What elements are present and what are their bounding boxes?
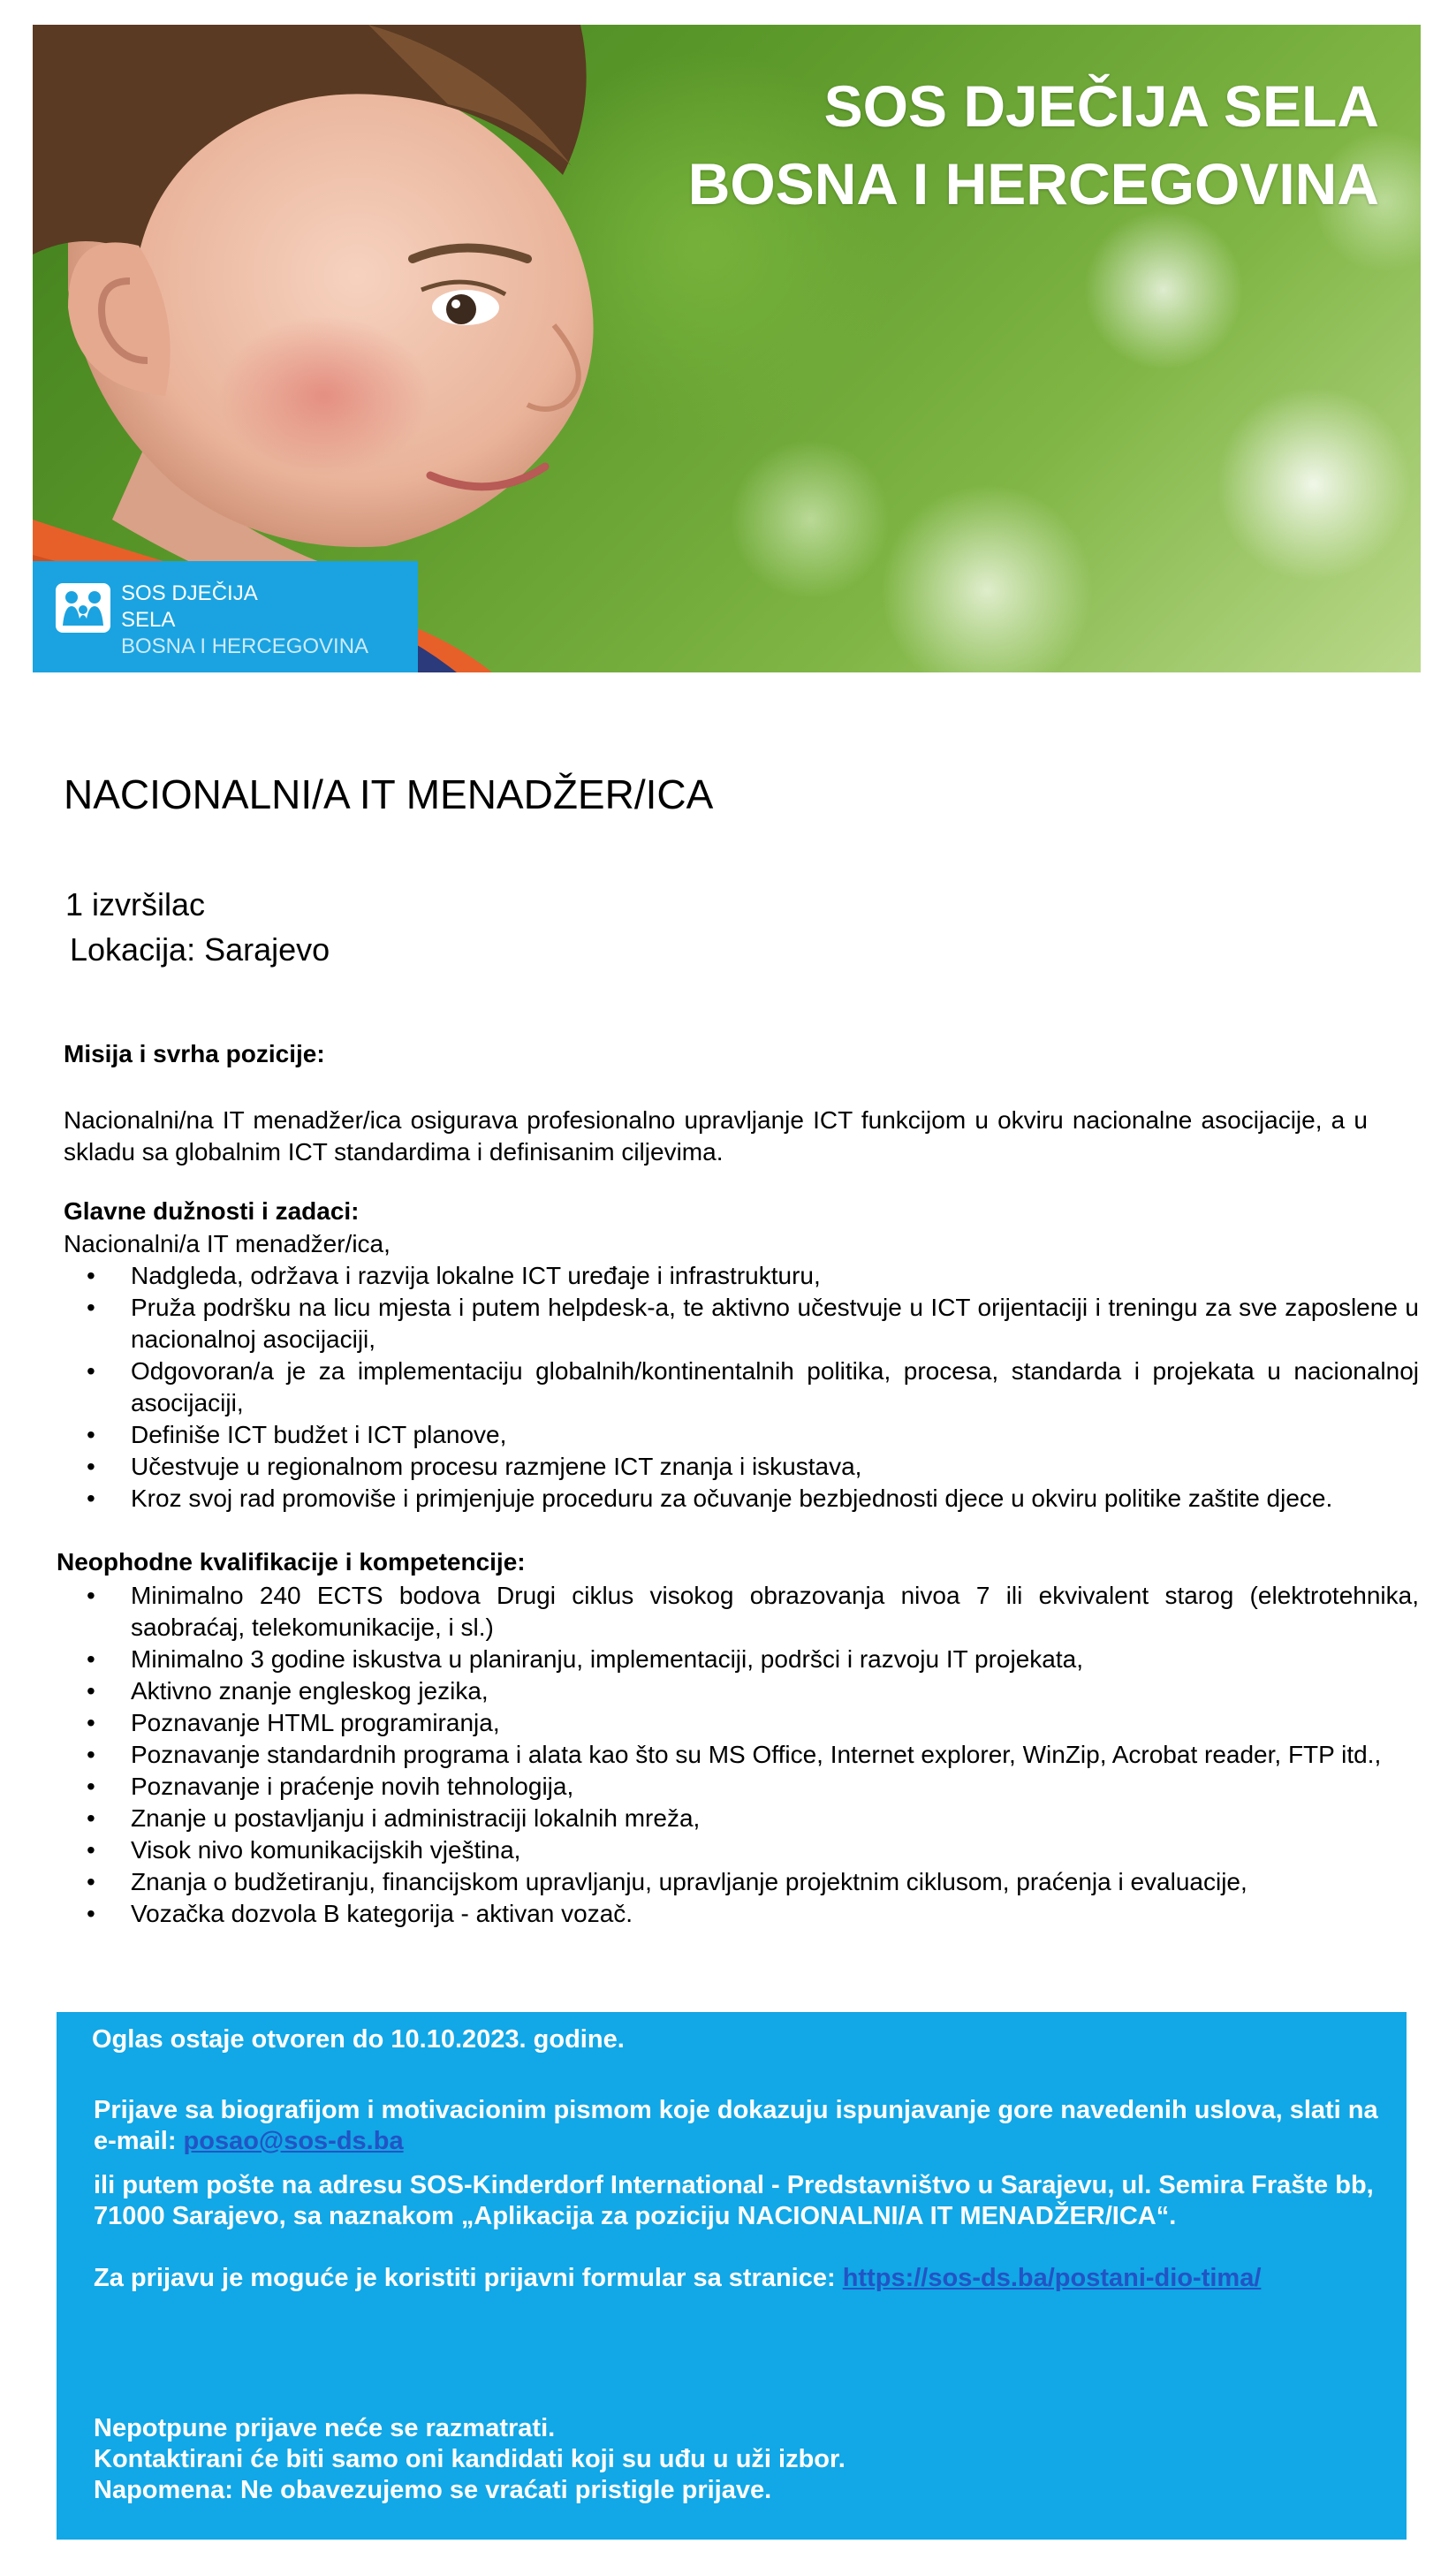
application-notice-box xyxy=(57,2012,1407,2540)
list-item: • Minimalno 3 godine iskustva u planiranju, implementaciji, podršci i razvoju IT projekata, xyxy=(64,1644,1419,1675)
email-link[interactable]: posao@sos-ds.ba xyxy=(183,2127,404,2155)
list-item: • Znanje u postavljanju i administraciji lokalnih mreža, xyxy=(64,1803,1419,1834)
list-item: • Aktivno znanje engleskog jezika, xyxy=(64,1675,1419,1707)
list-item: • Odgovoran/a je za implementaciju globalnih/kontinentalnih politika, procesa, standarda i projekata u nacionalnoj asocijaciji, xyxy=(64,1355,1419,1419)
list-item: • Poznavanje standardnih programa i alata kao što su MS Office, Internet explorer, WinZip, Acrobat reader, FTP itd., xyxy=(64,1739,1419,1771)
job-location: Lokacija: Sarajevo xyxy=(70,931,330,968)
form-link[interactable]: https://sos-ds.ba/postani-dio-tima/ xyxy=(842,2264,1262,2292)
hero-banner xyxy=(33,25,1421,672)
duties-intro: Nacionalni/a IT menadžer/ica, xyxy=(64,1230,391,1257)
hero-title-line1: SOS DJEČIJA SELA xyxy=(823,73,1379,139)
qualifications-list xyxy=(64,1580,1419,1930)
list-item: • Učestvuje u regionalnom procesu razmjene ICT znanja i iskustava, xyxy=(64,1451,1419,1483)
list-item: • Pruža podršku na licu mjesta i putem helpdesk-a, te aktivno učestvuje u ICT orijentaciji i treningu za sve zaposlene u nacionalnoj asocijaciji, xyxy=(64,1292,1419,1355)
list-item: • Kroz svoj rad promoviše i primjenjuje proceduru za očuvanje bezbjednosti djece u okviru politike zaštite djece. xyxy=(64,1483,1419,1515)
duties-heading: Glavne dužnosti i zadaci: xyxy=(64,1197,360,1225)
form-text xyxy=(94,2263,1392,2294)
duties-list xyxy=(64,1260,1419,1515)
apply-text xyxy=(94,2095,1392,2157)
list-item: • Poznavanje HTML programiranja, xyxy=(64,1707,1419,1739)
list-item: • Minimalno 240 ECTS bodova Drugi ciklus visokog obrazovanja nivoa 7 ili ekvivalent starog (elektrotehnika, saobraćaj, telekomunikacije, i sl.) xyxy=(64,1580,1419,1644)
footer-line1: Nepotpune prijave neće se razmatrati. xyxy=(94,2414,556,2442)
footer-line3: Napomena: Ne obavezujemo se vraćati pristigle prijave. xyxy=(94,2476,772,2504)
form-instructions: Za prijavu je moguće je koristiti prijavni formular sa stranice: xyxy=(94,2264,843,2292)
hero-title xyxy=(688,67,1379,223)
logo-line1: SOS DJEČIJA xyxy=(121,581,258,605)
hero-title-line2: BOSNA I HERCEGOVINA xyxy=(687,151,1379,216)
post-text: ili putem pošte na adresu SOS-Kinderdorf International - Predstavništvo u Sarajevu, ul. Semira Frašte bb, 71000 Sarajevo, sa naznakom „Aplikacija za poziciju NACIONALNI/A IT MENADŽER/ICA“. xyxy=(94,2171,1374,2230)
list-item: • Visok nivo komunikacijskih vještina, xyxy=(64,1834,1419,1866)
deadline-text: Oglas ostaje otvoren do 10.10.2023. godine. xyxy=(92,2025,625,2054)
list-item: • Definiše ICT budžet i ICT planove, xyxy=(64,1419,1419,1451)
list-item: • Znanja o budžetiranju, financijskom upravljanju, upravljanje projektnim ciklusom, praćenja i evaluacije, xyxy=(64,1866,1419,1898)
list-item: • Poznavanje i praćenje novih tehnologija, xyxy=(64,1771,1419,1803)
logo-line3: BOSNA I HERCEGOVINA xyxy=(121,634,369,658)
sos-logo-text xyxy=(121,581,368,660)
sos-logo-box xyxy=(33,561,418,672)
qualifications-heading: Neophodne kvalifikacije i kompetencije: xyxy=(57,1548,526,1576)
list-item: • Vozačka dozvola B kategorija - aktivan vozač. xyxy=(64,1898,1419,1930)
apply-instructions: Prijave sa biografijom i motivacionim pismom koje dokazuju ispunjavanje gore navedenih uslova, slati na e-mail: xyxy=(94,2096,1378,2155)
positions-count: 1 izvršilac xyxy=(65,886,206,923)
sos-logo-icon xyxy=(56,583,110,633)
mission-text: Nacionalni/na IT menadžer/ica osigurava profesionalno upravljanje ICT funkcijom u okviru nacionalne asocijacije, a u skladu sa globalnim ICT standardima i definisanim ciljevima. xyxy=(64,1106,1368,1166)
logo-line2: SELA xyxy=(121,608,176,632)
footer-line2: Kontaktirani će biti samo oni kandidati koji su uđu u uži izbor. xyxy=(94,2445,846,2473)
job-title: NACIONALNI/A IT MENADŽER/ICA xyxy=(64,771,714,817)
mission-heading: Misija i svrha pozicije: xyxy=(64,1040,325,1067)
list-item: • Nadgleda, održava i razvija lokalne ICT uređaje i infrastrukturu, xyxy=(64,1260,1419,1292)
